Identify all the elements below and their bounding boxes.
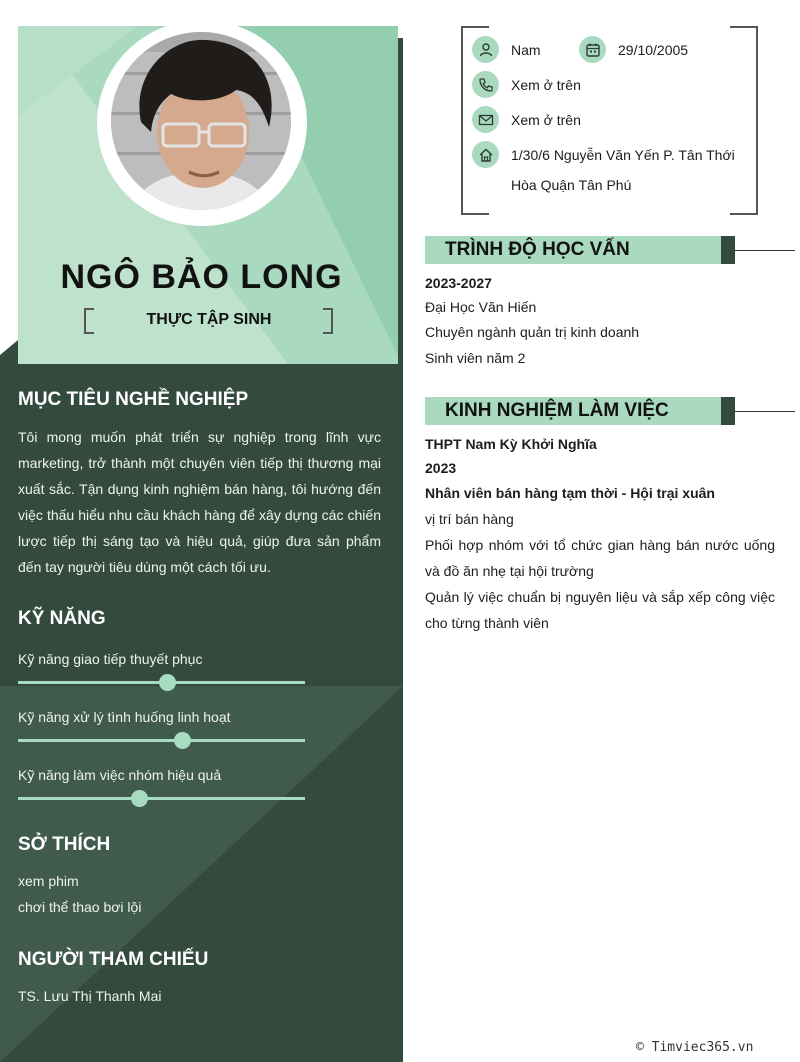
experience-header xyxy=(425,397,735,425)
avatar xyxy=(111,32,291,210)
hobbies-title: SỞ THÍCH xyxy=(18,834,111,855)
reference-item: TS. Lưu Thị Thanh Mai xyxy=(18,988,162,1004)
references-title: NGƯỜI THAM CHIẾU xyxy=(18,949,209,970)
phone-value: Xem ở trên xyxy=(511,77,581,93)
avatar-frame xyxy=(97,20,307,226)
gender-value: Nam xyxy=(511,42,541,58)
education-major: Chuyên ngành quản trị kinh doanh xyxy=(425,324,640,340)
skill-label: Kỹ năng làm việc nhóm hiệu quả xyxy=(18,767,222,783)
objective-text: Tôi mong muốn phát triển sự nghiệp trong lĩnh vực marketing, trở thành một chuyên viên tiếp thị thương mại xuất sắc. Tận dụng kinh nghiệm bán hàng, tôi hướng đến việc thấu hiểu nhu cầu khách hàng để xây dựng các chiến lược tiếp thị sáng tạo và hiệu quả, giúp đưa sản phẩm đến tay người tiêu dùng một cách tối ưu. xyxy=(18,429,381,575)
experience-detail: Quản lý việc chuẩn bị nguyên liệu và sắp xếp công việc cho từng thành viên xyxy=(425,589,775,631)
hobby-item: xem phim xyxy=(18,873,79,889)
candidate-name: NGÔ BẢO LONG xyxy=(60,258,343,296)
experience-company: THPT Nam Kỳ Khởi Nghĩa xyxy=(425,436,597,452)
address-line2: Hòa Quận Tân Phú xyxy=(511,177,632,193)
calendar-icon xyxy=(579,36,606,63)
skill-bar xyxy=(18,739,305,742)
home-icon xyxy=(472,141,499,168)
avatar-photo xyxy=(111,32,291,210)
experience-line xyxy=(735,411,795,412)
experience-role: Nhân viên bán hàng tạm thời - Hội trại xuân xyxy=(425,485,715,501)
experience-year: 2023 xyxy=(425,460,457,476)
candidate-position: THỰC TẬP SINH xyxy=(146,311,272,328)
skill-label: Kỹ năng giao tiếp thuyết phục xyxy=(18,651,203,667)
experience-detail: vị trí bán hàng xyxy=(425,511,514,527)
education-school: Đại Học Văn Hiến xyxy=(425,299,537,315)
skill-level-marker xyxy=(174,732,191,749)
objective-title: MỤC TIÊU NGHỀ NGHIỆP xyxy=(18,389,249,410)
experience-title: KINH NGHIỆM LÀM VIỆC xyxy=(445,400,669,421)
email-value: Xem ở trên xyxy=(511,112,581,128)
phone-icon xyxy=(472,71,499,98)
birthdate-value: 29/10/2005 xyxy=(618,42,689,58)
user-icon xyxy=(472,36,499,63)
skills-title: KỸ NĂNG xyxy=(18,608,106,629)
education-period: 2023-2027 xyxy=(425,275,492,291)
education-header xyxy=(425,236,735,264)
education-year: Sinh viên năm 2 xyxy=(425,350,526,366)
address-line1: 1/30/6 Nguyễn Văn Yến P. Tân Thới xyxy=(511,147,735,163)
copyright-text: © Timviec365.vn xyxy=(636,1040,754,1055)
education-line xyxy=(735,250,795,251)
skill-level-marker xyxy=(131,790,148,807)
skill-label: Kỹ năng xử lý tình huống linh hoạt xyxy=(18,709,231,725)
skill-bar xyxy=(18,797,305,800)
experience-detail: Phối hợp nhóm với tổ chức gian hàng bán nước uống và đồ ăn nhẹ tại hội trường xyxy=(425,537,775,579)
hobby-item: chơi thể thao bơi lội xyxy=(18,899,142,915)
education-title: TRÌNH ĐỘ HỌC VẤN xyxy=(445,239,630,260)
mail-icon xyxy=(472,106,499,133)
skill-bar xyxy=(18,681,305,684)
